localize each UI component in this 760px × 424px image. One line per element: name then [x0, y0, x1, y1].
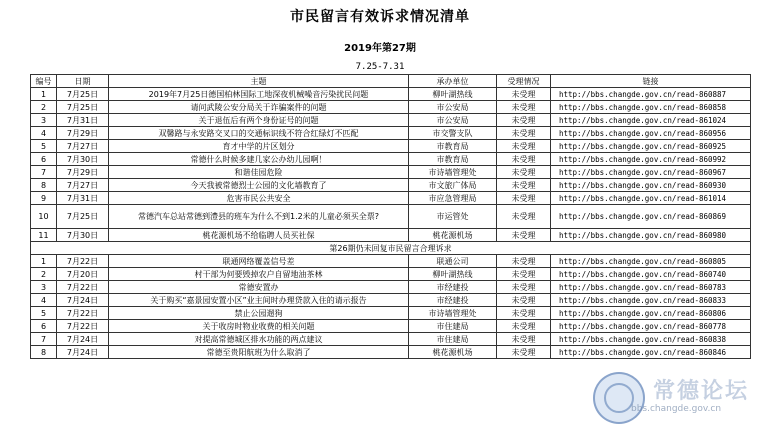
cell-date: 7月24日 [57, 294, 109, 307]
cell-date: 7月24日 [57, 333, 109, 346]
cell-dept: 市诗墙管理处 [409, 166, 497, 179]
cell-status: 未受理 [497, 294, 551, 307]
table-row [31, 320, 751, 333]
cell-date: 7月31日 [57, 192, 109, 205]
current-issue-rows [31, 88, 751, 242]
cell-date: 7月24日 [57, 346, 109, 359]
cell-no: 3 [31, 281, 57, 294]
cell-date: 7月25日 [57, 101, 109, 114]
table-row [31, 346, 751, 359]
header-date: 日期 [57, 75, 109, 88]
cell-date: 7月29日 [57, 166, 109, 179]
cell-no: 5 [31, 140, 57, 153]
cell-no: 1 [31, 88, 57, 101]
cell-dept: 柳叶湖热线 [409, 88, 497, 101]
cell-link[interactable]: http://bbs.changde.gov.cn/read-860783 [551, 281, 751, 294]
cell-link[interactable]: http://bbs.changde.gov.cn/read-860869 [551, 205, 751, 229]
table-row [31, 294, 751, 307]
cell-dept: 联通公司 [409, 255, 497, 268]
cell-link[interactable]: http://bbs.changde.gov.cn/read-860980 [551, 229, 751, 242]
cell-dept: 市运管处 [409, 205, 497, 229]
table-header-row [31, 75, 751, 88]
cell-status: 未受理 [497, 333, 551, 346]
cell-topic: 常德汽车总站常德到澧县的班车为什么不到1.2米的儿童必须买全票? [109, 205, 409, 229]
cell-dept: 市住建局 [409, 320, 497, 333]
cell-status: 未受理 [497, 166, 551, 179]
cell-topic: 双馨路与永安路交叉口的交通标识线不符合红绿灯不匹配 [109, 127, 409, 140]
cell-link[interactable]: http://bbs.changde.gov.cn/read-860967 [551, 166, 751, 179]
cell-date: 7月27日 [57, 179, 109, 192]
cell-status: 未受理 [497, 140, 551, 153]
cell-no: 4 [31, 127, 57, 140]
section-divider [31, 242, 751, 255]
table-row [31, 307, 751, 320]
cell-status: 未受理 [497, 192, 551, 205]
cell-topic: 桃花源机场不给临聘人员买社保 [109, 229, 409, 242]
cell-topic: 禁止公园遛狗 [109, 307, 409, 320]
cell-link[interactable]: http://bbs.changde.gov.cn/read-860846 [551, 346, 751, 359]
cell-date: 7月30日 [57, 153, 109, 166]
cell-no: 11 [31, 229, 57, 242]
cell-dept: 市公安局 [409, 101, 497, 114]
cell-date: 7月25日 [57, 205, 109, 229]
cell-topic: 关于收房时物业收费的相关问题 [109, 320, 409, 333]
header-no: 编号 [31, 75, 57, 88]
cell-status: 未受理 [497, 127, 551, 140]
cell-link[interactable]: http://bbs.changde.gov.cn/read-861024 [551, 114, 751, 127]
cell-dept: 市教育局 [409, 140, 497, 153]
cell-dept: 市公安局 [409, 114, 497, 127]
cell-status: 未受理 [497, 229, 551, 242]
watermark [593, 372, 760, 422]
cell-link[interactable]: http://bbs.changde.gov.cn/read-860956 [551, 127, 751, 140]
cell-date: 7月31日 [57, 114, 109, 127]
cell-no: 4 [31, 294, 57, 307]
cell-dept: 市诗墙管理处 [409, 307, 497, 320]
cell-topic: 危害市民公共安全 [109, 192, 409, 205]
cell-topic: 关于购买“嘉景园安置小区”业主间时办理贷款入住的请示报告 [109, 294, 409, 307]
table-row [31, 166, 751, 179]
cell-link[interactable]: http://bbs.changde.gov.cn/read-860740 [551, 268, 751, 281]
cell-link[interactable]: http://bbs.changde.gov.cn/read-860858 [551, 101, 751, 114]
cell-no: 8 [31, 179, 57, 192]
cell-date: 7月22日 [57, 281, 109, 294]
cell-topic: 常德安置办 [109, 281, 409, 294]
cell-no: 3 [31, 114, 57, 127]
table-row [31, 192, 751, 205]
cell-status: 未受理 [497, 346, 551, 359]
cell-no: 10 [31, 205, 57, 229]
cell-link[interactable]: http://bbs.changde.gov.cn/read-861014 [551, 192, 751, 205]
cell-topic: 2019年7月25日德国柏林国际工地深夜机械噪音污染扰民问题 [109, 88, 409, 101]
cell-topic: 关于退伍后有两个身份证号的问题 [109, 114, 409, 127]
cell-dept: 市应急管理局 [409, 192, 497, 205]
cell-topic: 常德至贵阳航班为什么取消了 [109, 346, 409, 359]
cell-link[interactable]: http://bbs.changde.gov.cn/read-860778 [551, 320, 751, 333]
cell-link[interactable]: http://bbs.changde.gov.cn/read-860887 [551, 88, 751, 101]
cell-topic: 育才中学的片区划分 [109, 140, 409, 153]
previous-issue-rows [31, 255, 751, 359]
cell-date: 7月22日 [57, 307, 109, 320]
cell-link[interactable]: http://bbs.changde.gov.cn/read-860930 [551, 179, 751, 192]
cell-dept: 市教育局 [409, 153, 497, 166]
cell-link[interactable]: http://bbs.changde.gov.cn/read-860805 [551, 255, 751, 268]
cell-no: 6 [31, 153, 57, 166]
cell-status: 未受理 [497, 101, 551, 114]
table-row [31, 127, 751, 140]
cell-link[interactable]: http://bbs.changde.gov.cn/read-860833 [551, 294, 751, 307]
table-row [31, 140, 751, 153]
cell-status: 未受理 [497, 307, 551, 320]
cell-no: 7 [31, 333, 57, 346]
table-row [31, 333, 751, 346]
cell-dept: 市住建局 [409, 333, 497, 346]
cell-no: 6 [31, 320, 57, 333]
cell-status: 未受理 [497, 281, 551, 294]
table-row [31, 101, 751, 114]
cell-status: 未受理 [497, 179, 551, 192]
cell-dept: 市经建投 [409, 281, 497, 294]
cell-status: 未受理 [497, 114, 551, 127]
cell-no: 7 [31, 166, 57, 179]
header-link: 链接 [551, 75, 751, 88]
cell-no: 8 [31, 346, 57, 359]
cell-topic: 村干部为何要毁掉农户自留地油茶林 [109, 268, 409, 281]
cell-topic: 和谐佳园危险 [109, 166, 409, 179]
cell-date: 7月22日 [57, 320, 109, 333]
cell-dept: 柳叶湖热线 [409, 268, 497, 281]
petition-table [30, 74, 751, 359]
table-row [31, 281, 751, 294]
watermark-url: bbs.changde.gov.cn [631, 404, 722, 414]
cell-status: 未受理 [497, 153, 551, 166]
table-row [31, 255, 751, 268]
cell-date: 7月20日 [57, 268, 109, 281]
cell-date: 7月30日 [57, 229, 109, 242]
cell-date: 7月22日 [57, 255, 109, 268]
cell-status: 未受理 [497, 88, 551, 101]
table-row [31, 229, 751, 242]
cell-date: 7月29日 [57, 127, 109, 140]
table-row [31, 114, 751, 127]
cell-date: 7月25日 [57, 88, 109, 101]
cell-topic: 对提高常德城区排水功能的两点建议 [109, 333, 409, 346]
cell-status: 未受理 [497, 255, 551, 268]
table-row [31, 179, 751, 192]
cell-link[interactable]: http://bbs.changde.gov.cn/read-860838 [551, 333, 751, 346]
document-title: 市民留言有效诉求情况清单 [290, 9, 470, 25]
period-range: 7.25-7.31 [355, 62, 405, 72]
cell-link[interactable]: http://bbs.changde.gov.cn/read-860925 [551, 140, 751, 153]
cell-link[interactable]: http://bbs.changde.gov.cn/read-860806 [551, 307, 751, 320]
cell-status: 未受理 [497, 205, 551, 229]
cell-dept: 桃花源机场 [409, 229, 497, 242]
header-topic: 主题 [109, 75, 409, 88]
table-row [31, 88, 751, 101]
cell-topic: 联通网络覆盖信号差 [109, 255, 409, 268]
issue-number: 2019年第27期 [344, 43, 416, 54]
cell-no: 1 [31, 255, 57, 268]
cell-date: 7月27日 [57, 140, 109, 153]
table-row [31, 205, 751, 229]
table-row [31, 268, 751, 281]
watermark-text: 常德论坛 [653, 378, 750, 404]
cell-no: 2 [31, 268, 57, 281]
header-dept: 承办单位 [409, 75, 497, 88]
cell-dept: 市文旅广体局 [409, 179, 497, 192]
cell-no: 9 [31, 192, 57, 205]
table-row [31, 153, 751, 166]
cell-dept: 市经建投 [409, 294, 497, 307]
cell-status: 未受理 [497, 320, 551, 333]
header-status: 受理情况 [497, 75, 551, 88]
cell-no: 5 [31, 307, 57, 320]
cell-dept: 桃花源机场 [409, 346, 497, 359]
cell-status: 未受理 [497, 268, 551, 281]
cell-no: 2 [31, 101, 57, 114]
watermark-seal-icon [593, 372, 645, 424]
cell-topic: 今天我被常德烈士公园的文化墙教育了 [109, 179, 409, 192]
section-title: 第26期仍未回复市民留言合理诉求 [31, 242, 751, 255]
cell-dept: 市交警支队 [409, 127, 497, 140]
cell-link[interactable]: http://bbs.changde.gov.cn/read-860992 [551, 153, 751, 166]
cell-topic: 常德什么时候多建几家公办幼儿园啊！ [109, 153, 409, 166]
cell-topic: 请问武陵公安分局关于诈骗案件的问题 [109, 101, 409, 114]
